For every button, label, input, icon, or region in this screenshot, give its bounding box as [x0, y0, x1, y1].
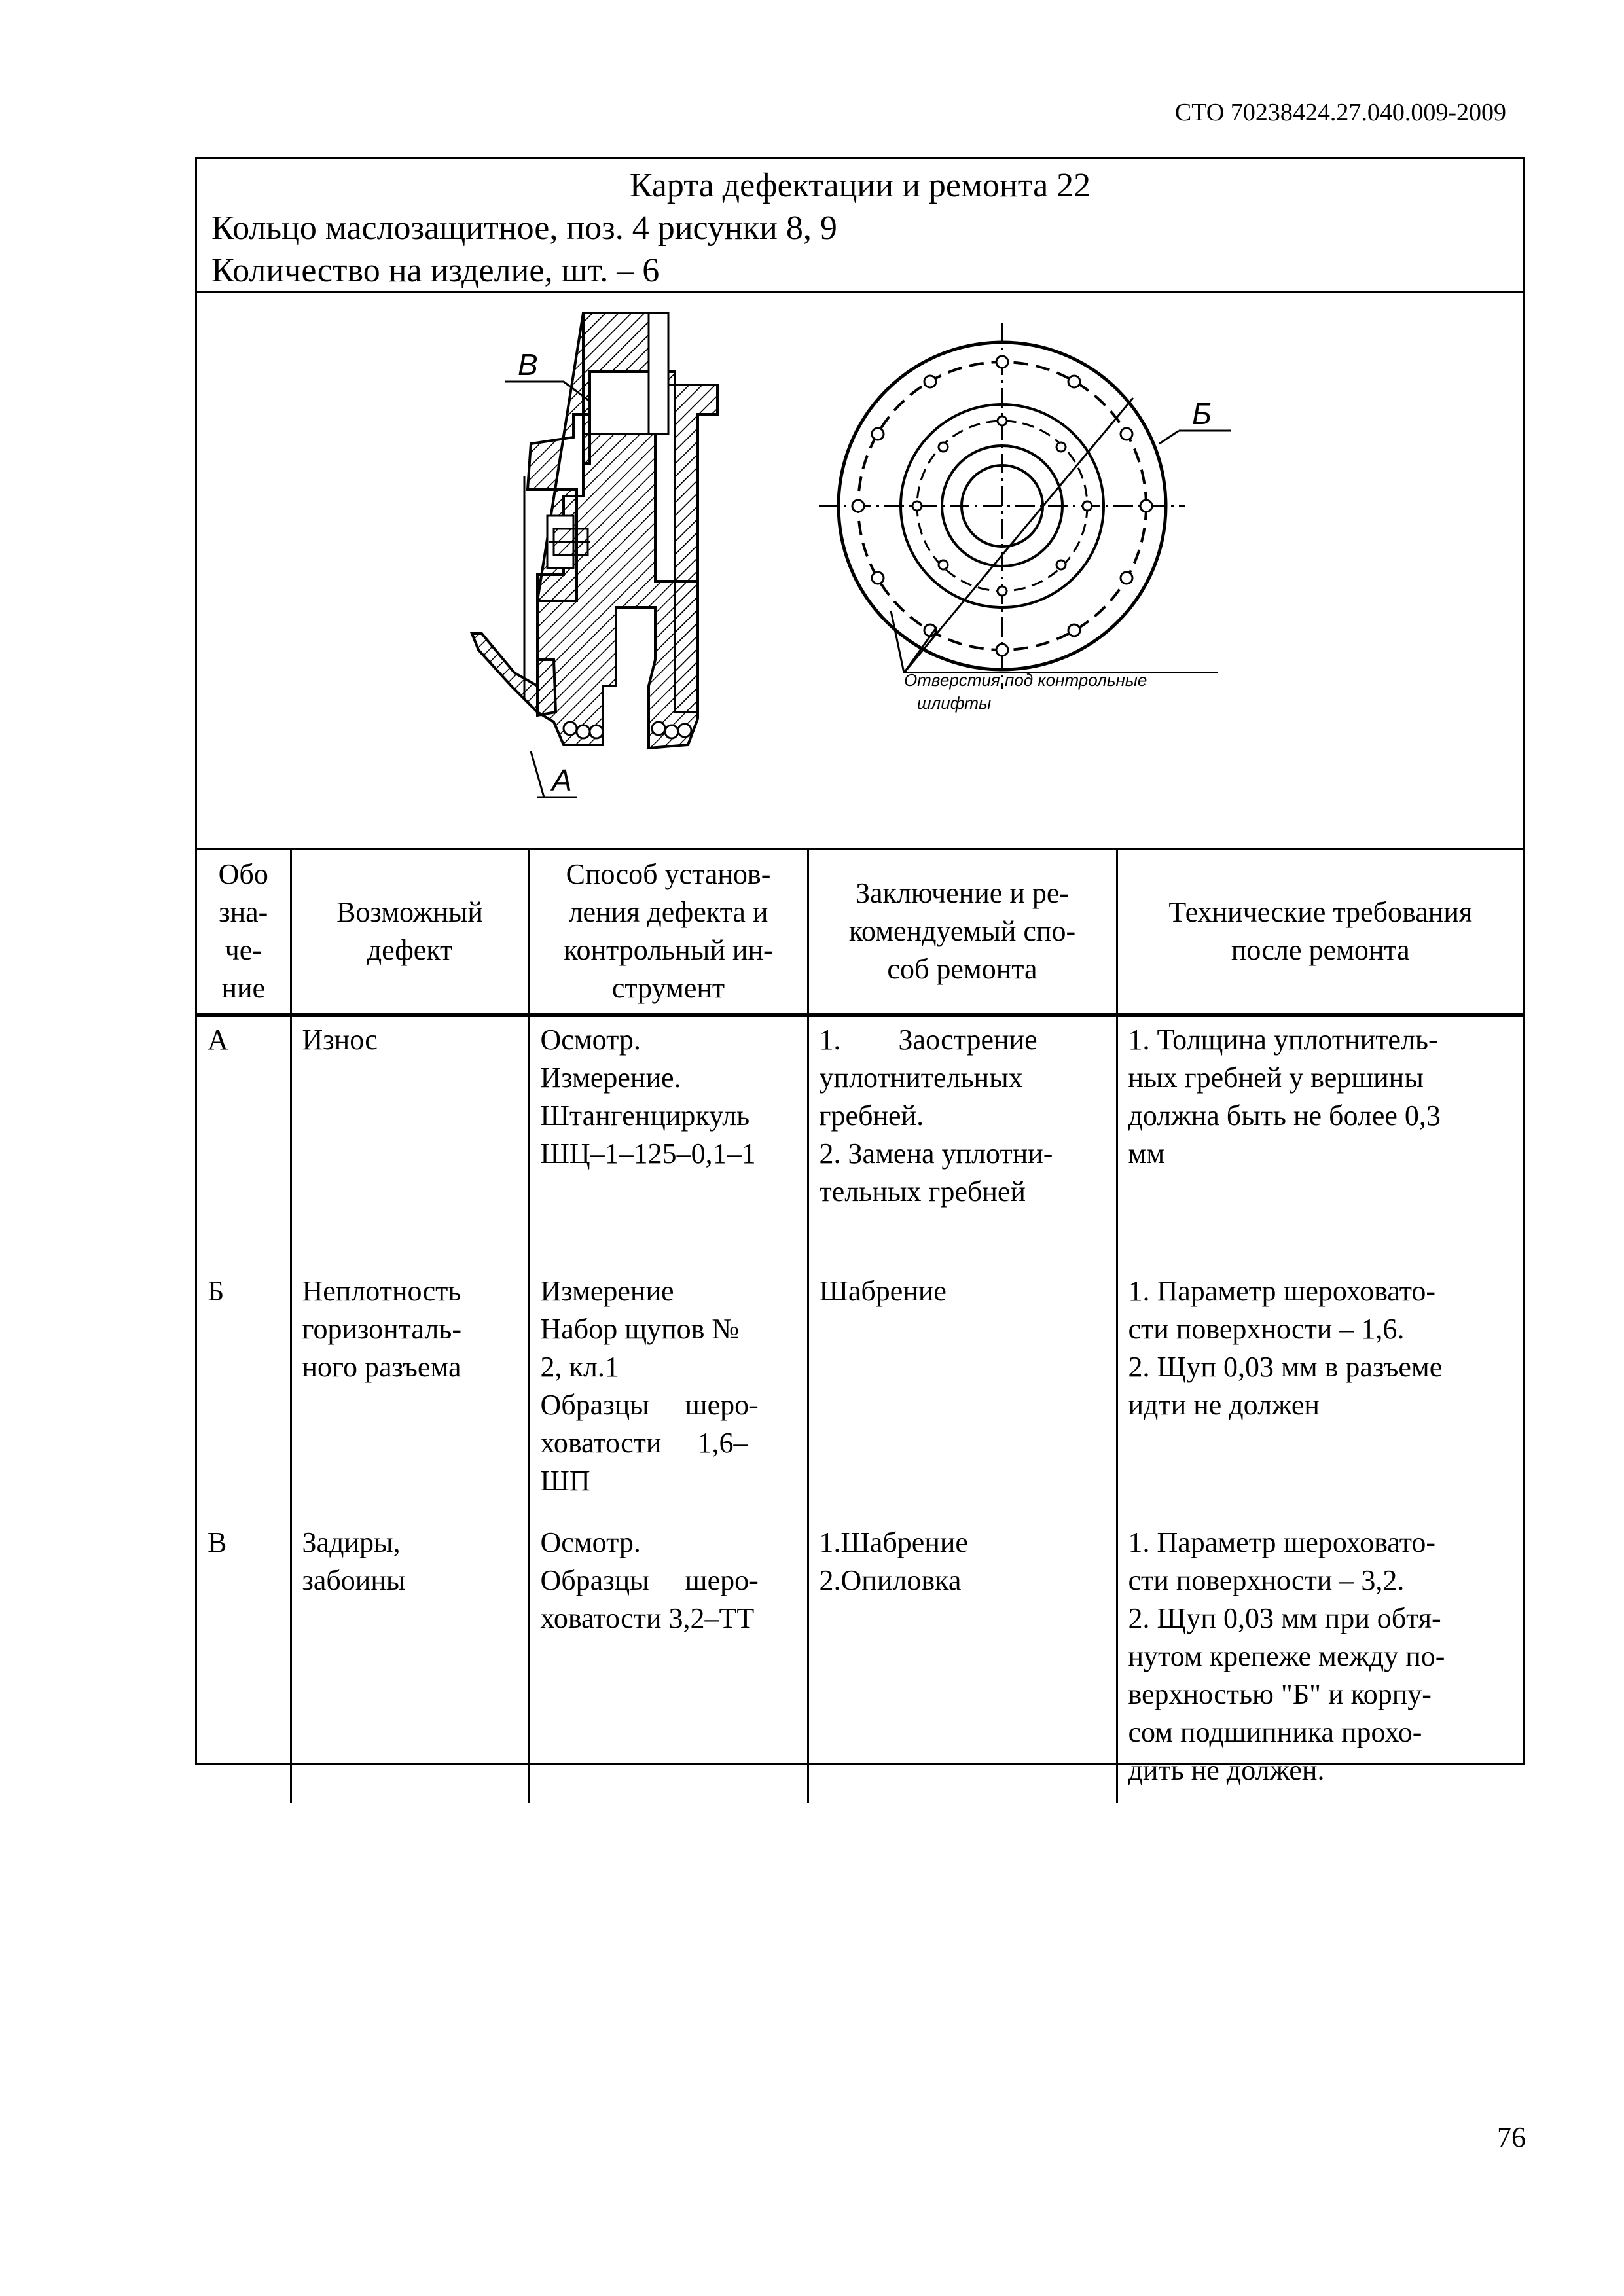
flange-slot — [649, 313, 668, 434]
requirements-cell: 1. Параметр шероховато- сти поверхности – 1,6. 2. Щуп 0,03 мм в разъеме идти не должен — [1117, 1268, 1523, 1520]
method-cell: Осмотр. Измерение. Штангенциркуль ШЦ–1–125–0,1–1 — [529, 1015, 808, 1268]
designation-cell: В — [208, 1526, 227, 1558]
table-row — [197, 1268, 1523, 1520]
table-header-row — [197, 850, 1523, 1015]
defect-cell: Задиры, забоины — [291, 1520, 529, 1803]
method-cell: Осмотр. Образцы шеро- ховатости 3,2–ТТ — [529, 1520, 808, 1803]
screw-head — [554, 529, 588, 555]
card-title: Карта дефектации и ремонта 22 — [629, 167, 1091, 204]
conclusion-cell: 1.Шабрение 2.Опиловка — [808, 1520, 1117, 1803]
method-cell: Измерение Набор щупов № 2, кл.1 Образцы шеро- ховатости 1,6– ШП — [529, 1268, 808, 1520]
defect-cell: Износ — [291, 1015, 529, 1268]
seal-tooth-6 — [678, 724, 691, 737]
defects-table — [197, 850, 1523, 1803]
seal-tooth-2 — [577, 725, 590, 738]
header-designation: Обо зна- че- ние — [197, 850, 291, 1015]
defect-card — [195, 157, 1525, 1786]
page-number: 76 — [1497, 2121, 1526, 2153]
header-defect: Возможный дефект — [291, 850, 529, 1015]
table-row — [197, 1015, 1523, 1268]
header-requirements: Технические требования после ремонта — [1117, 850, 1523, 1015]
part-name: Кольцо маслозащитное, поз. 4 рисунки 8, 9 — [211, 209, 837, 247]
seal-tooth-3 — [590, 725, 603, 738]
seal-tooth-5 — [665, 725, 678, 738]
conclusion-cell: 1. Заострение уплотнительных гребней. 2. Замена уплотни- тельных гребней — [808, 1015, 1117, 1268]
header-conclusion: Заключение и ре- комендуемый спо- соб ремонта — [808, 850, 1117, 1015]
section-view — [472, 313, 717, 797]
label-b: Б — [1192, 397, 1212, 431]
requirements-cell: 1. Параметр шероховато- сти поверхности – 3,2. 2. Щуп 0,03 мм при обтя- нутом крепеже между по- верхностью "Б" и корпу- сом подшипника прохо- дить не должен. — [1117, 1520, 1523, 1803]
label-a-leader — [531, 751, 544, 797]
designation-cell: Б — [208, 1275, 225, 1307]
seal-tooth-4 — [652, 722, 665, 735]
note-leader-1 — [891, 611, 904, 673]
seal-tooth-1 — [564, 722, 577, 735]
conclusion-cell: Шабрение — [808, 1268, 1117, 1520]
figure-area — [197, 293, 1523, 850]
requirements-cell: 1. Толщина уплотнитель- ных гребней у вершины должна быть не более 0,3 мм — [1117, 1015, 1523, 1268]
technical-drawing — [197, 293, 1523, 850]
note-line-1: Отверстия под контрольные — [904, 670, 1147, 690]
header-method: Способ установ- ления дефекта и контрольный ин- струмент — [529, 850, 808, 1015]
part-quantity: Количество на изделие, шт. – 6 — [211, 252, 660, 289]
plan-view — [819, 323, 1231, 713]
table-row — [197, 1520, 1523, 1803]
label-a: А — [552, 763, 572, 797]
card-title-block — [197, 159, 1523, 293]
label-b-leader — [1159, 431, 1179, 444]
label-v: В — [518, 348, 538, 382]
document-code: СТО 70238424.27.040.009-2009 — [1174, 99, 1506, 126]
ring-section — [472, 434, 698, 748]
note-leader-2 — [904, 627, 937, 673]
designation-cell: А — [208, 1024, 228, 1056]
note-line-2: шлифты — [917, 693, 992, 713]
defect-cell: Неплотность горизонталь- ного разъема — [291, 1268, 529, 1520]
